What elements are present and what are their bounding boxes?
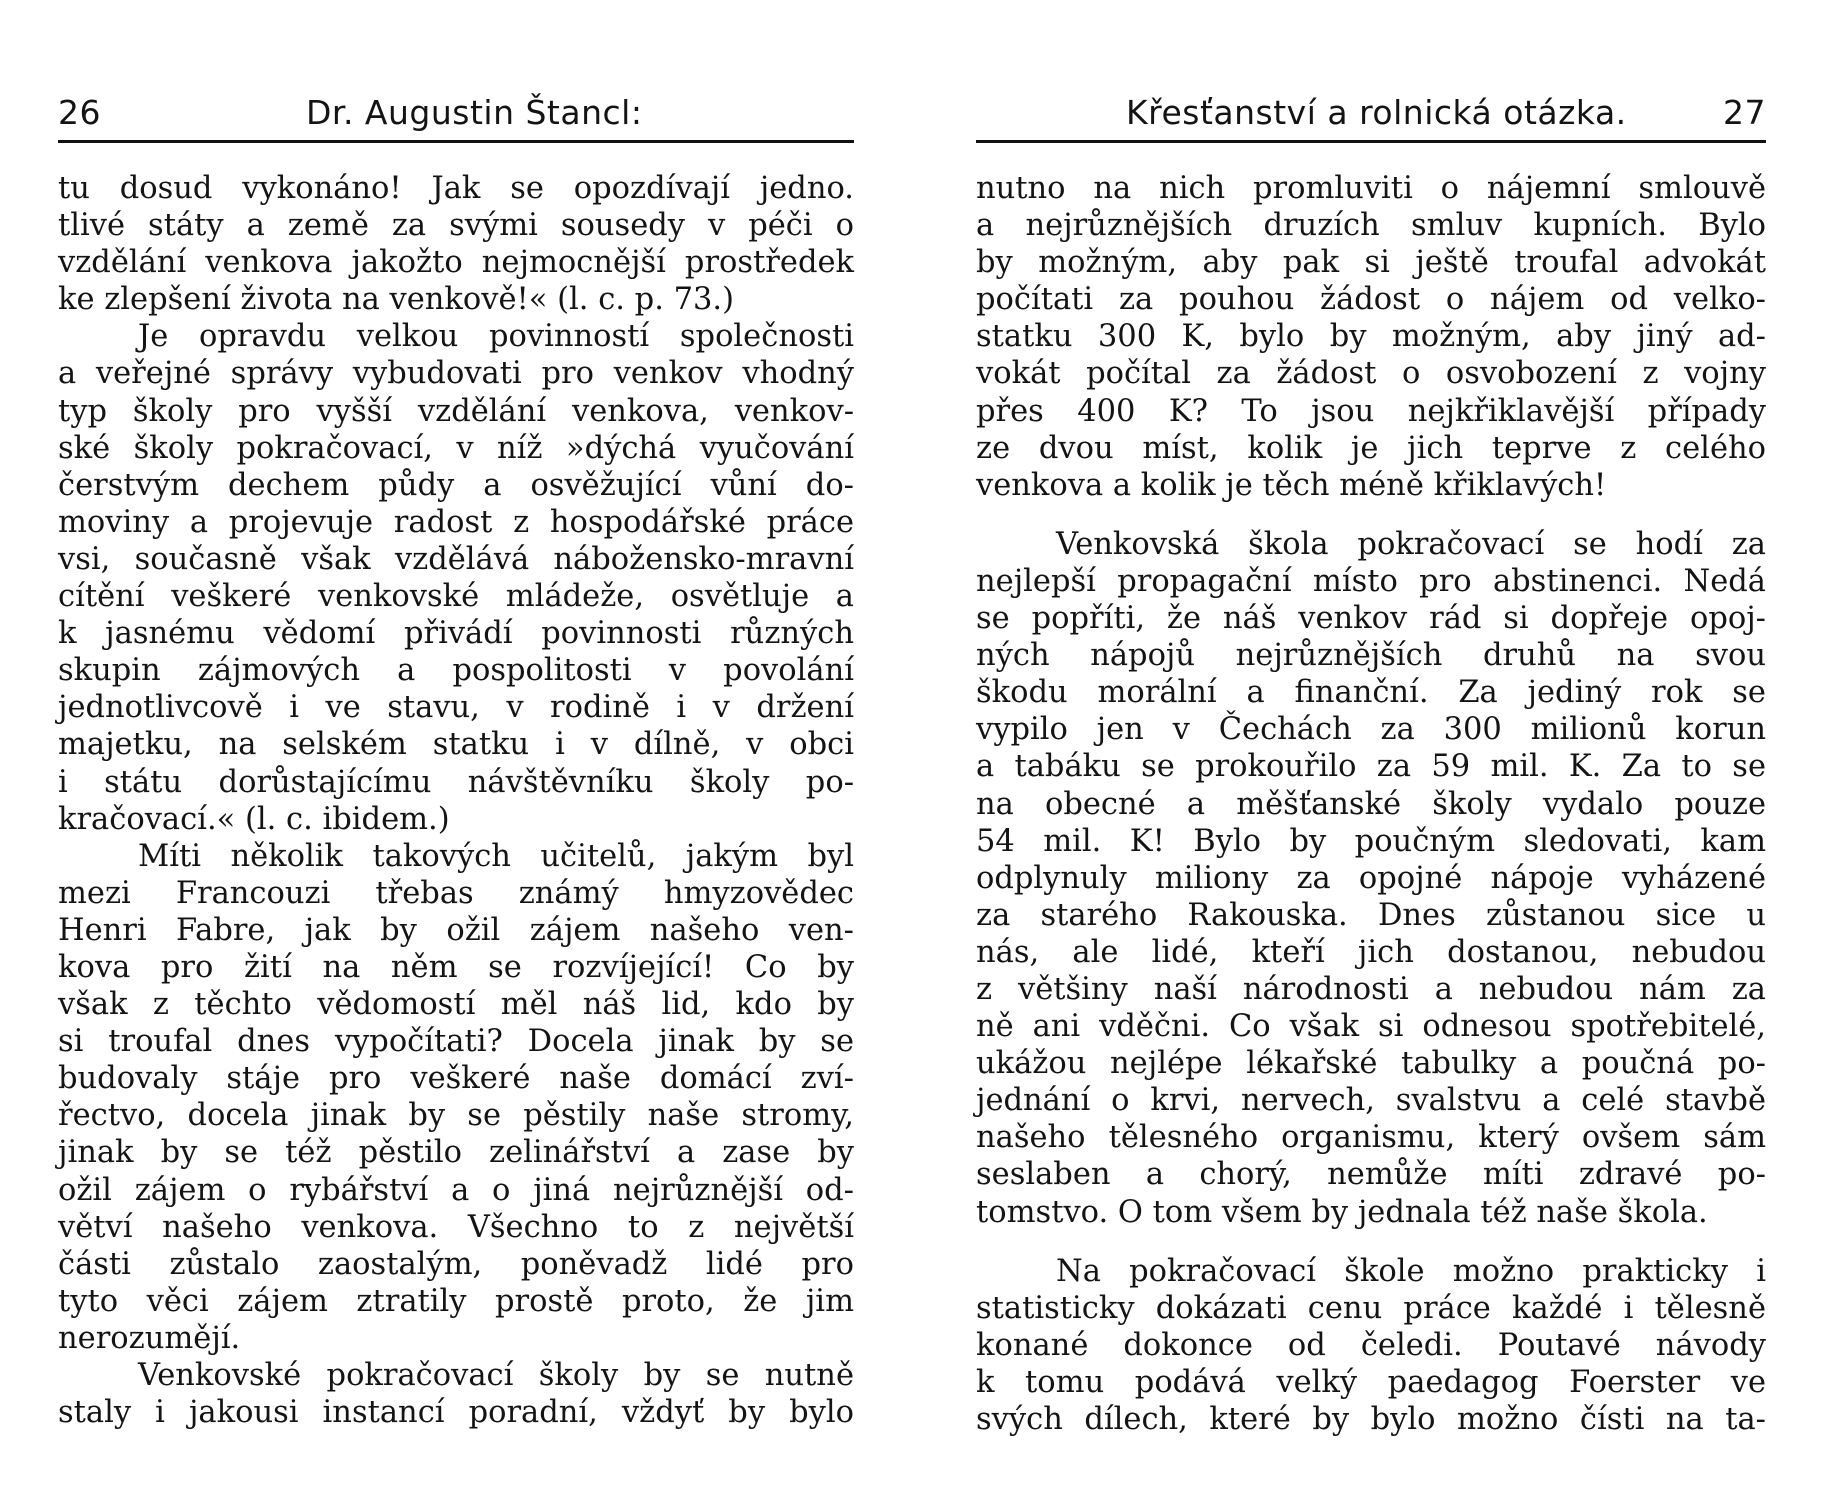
text-line: cítění veškeré venkovské mládeže, osvětluje a — [58, 579, 854, 615]
text-line: mezi Francouzi třebas známý hmyzovědec — [58, 875, 854, 911]
text-line: konané dokonce od čeledi. Poutavé návody — [976, 1327, 1766, 1363]
text-line: ožil zájem o rybářství a o jiná nejrůznější od- — [58, 1172, 854, 1208]
text-line: z většiny naší národnosti a nebudou nám za — [976, 971, 1766, 1007]
text-line: k jasnému vědomí přivádí povinnosti různých — [58, 616, 854, 652]
text-line: budovaly stáje pro veškeré naše domácí zví- — [58, 1061, 854, 1097]
text-line: 54 mil. K! Bylo by poučným sledovati, kam — [976, 823, 1766, 859]
text-line: Míti několik takových učitelů, jakým byl — [138, 838, 854, 874]
text-line: a tabáku se prokouřilo za 59 mil. K. Za to se — [976, 749, 1766, 785]
text-line: nutno na nich promluviti o nájemní smlouvě — [976, 171, 1766, 206]
running-head: Křesťanství a rolnická otázka. — [1126, 93, 1627, 132]
text-line: nejlepší propagační místo pro abstinenci. Nedá — [976, 563, 1766, 599]
text-line: tyto věci zájem ztratily prostě proto, že jim — [58, 1283, 854, 1319]
text-line: tlivé státy a země za svými sousedy v péči o — [58, 208, 854, 244]
text-line: přes 400 K? To jsou nejkřiklavější případy — [976, 393, 1766, 429]
text-line: vzdělání venkova jakožto nejmocnější prostředek — [58, 245, 854, 281]
text-line: i státu dorůstajícímu návštěvníku školy po- — [58, 764, 854, 800]
text-line: staly i jakousi instancí poradní, vždyť by bylo — [58, 1395, 854, 1431]
text-line: a veřejné správy vybudovati pro venkov vhodný — [58, 356, 854, 392]
left-page-header — [58, 90, 854, 136]
text-line: tu dosud vykonáno! Jak se opozdívají jedno. — [58, 171, 854, 206]
text-line: ze dvou míst, kolik je jich teprve z celého — [976, 430, 1766, 466]
left-page — [58, 0, 854, 1500]
right-page-header — [976, 90, 1766, 136]
text-line: skupin zájmových a pospolitosti v povolání — [58, 653, 854, 689]
page-number: 26 — [58, 93, 101, 132]
text-line: seslaben a chorý, nemůže míti zdravé po- — [976, 1157, 1766, 1193]
text-line: jednání o krvi, nervech, svalstvu a celé stavbě — [976, 1083, 1766, 1119]
text-line: čerstvým dechem půdy a osvěžující vůní do- — [58, 467, 854, 503]
text-line: však z těchto vědomostí měl náš lid, kdo by — [58, 987, 854, 1023]
text-line: vypilo jen v Čechách za 300 milionů korun — [976, 712, 1766, 748]
text-line: venkova a kolik je těch méně křiklavých! — [976, 467, 1607, 503]
text-line: Je opravdu velkou povinností společnosti — [138, 319, 854, 355]
text-line: moviny a projevuje radost z hospodářské práce — [58, 504, 854, 540]
text-line: se popříti, že náš venkov rád si dopřeje opoj- — [976, 601, 1766, 637]
text-line: vsi, současně však vzdělává nábožensko-mravní — [58, 541, 854, 577]
text-line: Na pokračovací škole možno prakticky i — [1056, 1253, 1766, 1289]
text-line: Venkovské pokračovací školy by se nutně — [138, 1358, 854, 1393]
text-line: kova pro žití na něm se rozvíjející! Co by — [58, 949, 854, 985]
running-head: Dr. Augustin Štancl: — [306, 93, 643, 132]
right-page — [976, 0, 1766, 1500]
paragraph-gap — [976, 1231, 1766, 1253]
text-line: ské školy pokračovací, v níž »dýchá vyučování — [58, 430, 854, 466]
text-line: části zůstalo zaostalým, poněvadž lidé pro — [58, 1246, 854, 1282]
text-line: Venkovská škola pokračovací se hodí za — [1056, 526, 1766, 562]
text-line: ukážou nejlépe lékařské tabulky a poučná po- — [976, 1046, 1766, 1082]
text-line: našeho tělesného organismu, který ovšem sám — [976, 1120, 1766, 1156]
text-line: statisticky dokázati cenu práce každé i tělesně — [976, 1290, 1766, 1326]
text-line: a nejrůznějších druzích smluv kupních. Bylo — [976, 208, 1766, 244]
text-line: ke zlepšení života na venkově!« (l. c. p. 73.) — [58, 282, 734, 318]
text-line: nerozumějí. — [58, 1320, 241, 1356]
text-line: ných nápojů nejrůznějších druhů na svou — [976, 638, 1766, 674]
text-line: tomstvo. O tom všem by jednala též naše škola. — [976, 1194, 1708, 1230]
text-line: typ školy pro vyšší vzdělání venkova, venkov- — [58, 393, 854, 429]
text-line: statku 300 K, bylo by možným, aby jiný ad- — [976, 319, 1766, 355]
page-number: 27 — [1723, 93, 1766, 132]
text-line: si troufal dnes vypočítati? Docela jinak by se — [58, 1024, 854, 1060]
text-line: počítati za pouhou žádost o nájem od velko- — [976, 282, 1766, 318]
text-line: vokát počítal za žádost o osvobození z vojny — [976, 356, 1766, 392]
text-line: za starého Rakouska. Dnes zůstanou sice u — [976, 897, 1766, 933]
text-line: odplynuly miliony za opojné nápoje vyházené — [976, 860, 1766, 896]
header-rule — [58, 140, 854, 143]
text-line: ně ani vděčni. Co však si odnesou spotřebitelé, — [976, 1009, 1766, 1045]
text-line: svých dílech, které by bylo možno čísti na ta- — [976, 1402, 1766, 1437]
paragraph-gap — [976, 504, 1766, 526]
left-page-text — [58, 170, 854, 1431]
text-line: škodu morální a finanční. Za jediný rok se — [976, 675, 1766, 711]
right-page-text — [976, 170, 1766, 1438]
text-line: jinak by se též pěstilo zelinářství a zase by — [58, 1135, 854, 1171]
text-line: k tomu podává velký paedagog Foerster ve — [976, 1364, 1766, 1400]
text-line: větví našeho venkova. Všechno to z největší — [58, 1209, 854, 1245]
header-rule — [976, 140, 1766, 143]
text-line: by možným, aby pak si ještě troufal advokát — [976, 245, 1766, 281]
text-line: nás, ale lidé, kteří jich dostanou, nebudou — [976, 934, 1766, 970]
text-line: majetku, na selském statku i v dílně, v obci — [58, 727, 854, 763]
text-line: Henri Fabre, jak by ožil zájem našeho ven- — [58, 912, 854, 948]
text-line: jednotlivcově i ve stavu, v rodině i v držení — [58, 690, 854, 726]
text-line: na obecné a měšťanské školy vydalo pouze — [976, 786, 1766, 822]
text-line: řectvo, docela jinak by se pěstily naše stromy, — [58, 1098, 854, 1134]
text-line: kračovací.« (l. c. ibidem.) — [58, 801, 450, 837]
